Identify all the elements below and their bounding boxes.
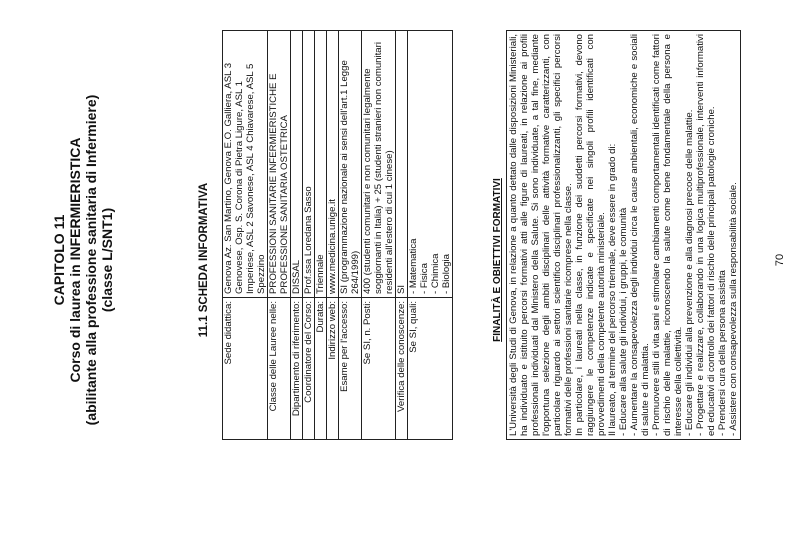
info-label: Indirizzo web: [327, 298, 339, 440]
info-value: Genova Az. San Martino, Genova E.O. Galliera, ASL 3 Genovese, Osp. S. Corona di Pietra Ligure, ASL 1 Imperiese, ASL 2 Savonese, ASL 4 Chiavarese, ASL 5 Spezzino [223, 31, 268, 298]
info-row [315, 31, 327, 440]
info-value: DISSAL [291, 31, 303, 298]
info-label: Esame per l'accesso: [339, 298, 362, 440]
body-paragraph: - Progettare e realizzare, collaborando in una logica multiprofessionale, interventi informativi ed educativi di controllo dei fattori di rischio delle principali patologie croniche. [695, 34, 717, 436]
page-content [26, 10, 794, 510]
info-label: Coordinatore del Corso: [303, 298, 315, 440]
chapter-number: CAPITOLO 11 [51, 214, 67, 306]
info-value: Triennale [315, 31, 327, 298]
body-paragraph: - Aumentare la consapevolezza degli individui circa le cause ambientali, economiche e sociali di salute e di malattia. [629, 34, 651, 436]
finalita-title: FINALITÀ E OBIETTIVI FORMATIVI [492, 178, 503, 342]
info-label: Se SI, n. Posti: [362, 298, 396, 440]
info-row [396, 31, 408, 440]
body-paragraph: In particolare, i laureati nella classe, in funzione dei suddetti percorsi formativi, devono raggiungere le competenze indicate e specificate nei singoli profili identificati con provvedimenti della competente autorità ministeriale. [574, 34, 607, 436]
info-row [303, 31, 315, 440]
body-paragraph: - Prendersi cura della persona assistita [717, 270, 728, 436]
info-value: SI (programmazione nazionale ai sensi dell'art.1 Legge 264/1999) [339, 31, 362, 298]
info-label: Durata: [315, 298, 327, 440]
finalita-body [506, 30, 741, 440]
rotated-page [26, 10, 794, 510]
info-row [223, 31, 268, 440]
info-value: - Matematica - Fisica - Chimica - Biologia [408, 31, 453, 298]
info-row [339, 31, 362, 440]
info-row [268, 31, 291, 440]
info-row [362, 31, 396, 440]
chapter-title: Corso di laurea in INFERMIERISTICA [67, 137, 83, 383]
body-paragraph: - Educare alla salute gli individui, i gruppi, le comunità [618, 207, 629, 436]
info-label: Dipartimento di riferimento: [291, 298, 303, 440]
info-value: www.medicina.unige.it [327, 31, 339, 298]
section-title: 11.1 SCHEDA INFORMATIVA [198, 182, 210, 338]
info-row [291, 31, 303, 440]
info-label: Classe delle Lauree nelle: [268, 298, 291, 440]
info-label: Se SI, quali: [408, 298, 453, 440]
info-table [222, 30, 453, 440]
chapter-class: (classe L/SNT1) [99, 207, 115, 313]
body-paragraph: - Educare gli individui alla prevenzione e alla diagnosi precoce delle malattie. [684, 109, 695, 436]
info-row [408, 31, 453, 440]
body-paragraph: Il laureato, al termine del percorso triennale, deve essere in grado di: [607, 143, 618, 436]
info-value: 400 (studenti comunitari e non comunitari legalmente soggiornanti in Italia) + 25 (studenti stranieri non comunitari residenti all'estero di cui 1 cinese) [362, 31, 396, 298]
body-paragraph: - Assistere con consapevolezza sulla responsabilità sociale. [728, 182, 739, 436]
info-label: Verifica delle conoscenze: [396, 298, 408, 440]
page-number: 70 [774, 253, 786, 267]
body-paragraph: L'Università degli Studi di Genova, in relazione a quanto dettato dalle disposizioni Ministeriali, ha individuato e istituito percorsi formativi atti alle figure di laureati, in relazione ai profili professionali individuati dal Ministero della Salute. Si sono individuate, a tal fine, mediante l'opportuna selezione degli ambiti disciplinari delle attività formative caratterizzanti, con particolare riguardo ai settori scientifico disciplinari professionalizzanti, gli specifici percorsi formativi delle professioni sanitarie ricomprese nella classe. [508, 34, 574, 436]
body-paragraph: - Promuovere stili di vita sani e stimolare cambiamenti comportamentali identificati come fattori di rischio delle malattie, riconoscendo la salute come bene fondamentale della persona e interesse della collettività. [651, 34, 684, 436]
info-value: SI [396, 31, 408, 298]
info-row [327, 31, 339, 440]
chapter-subtitle: (abilitante alla professione sanitaria di Infermiere) [83, 94, 99, 426]
info-value: Prof.ssa Loredana Sasso [303, 31, 315, 298]
info-label: Sede didattica: [223, 298, 268, 440]
info-value: PROFESSIONI SANITARIE INFERMIERISTICHE E PROFESSIONE SANITARIA OSTETRICA [268, 31, 291, 298]
